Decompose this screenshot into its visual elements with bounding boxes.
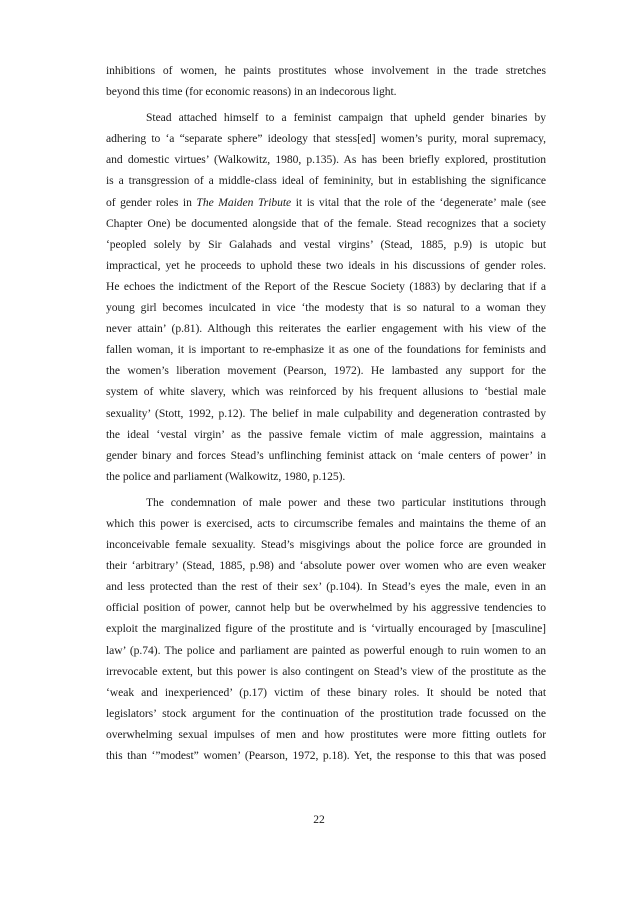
text-line: Stead attached himself to a feminist campaign that upheld gender binaries by <box>146 111 546 125</box>
text-line: never attain’ (p.81). Although this reiterates the earlier engagement with his view of the <box>106 322 546 336</box>
text-line: Chapter One) be documented alongside that of the female. Stead recognizes that a society <box>106 216 546 230</box>
text-line: this than ‘”modest” women’ (Pearson, 1972, p.18). Yet, the response to this that was posed <box>106 749 546 762</box>
text-line: fallen woman, it is important to re-emphasize it as one of the foundations for feminists and <box>106 343 546 357</box>
text-line: exploit the marginalized figure of the prostitute and is ‘virtually encouraged by [masculine] <box>106 622 546 636</box>
text-line: ‘peopled solely by Sir Galahads and vestal virgins’ (Stead, 1885, p.9) is utopic but <box>106 237 546 251</box>
text-line: ‘weak and inexperienced’ (p.17) victim of these binary roles. It should be noted that <box>106 685 546 699</box>
text-line: and less protected than the rest of their sex’ (p.104). In Stead’s eyes the male, even in an <box>106 580 546 594</box>
text-line: and domestic virtues’ (Walkowitz, 1980, p.135). As has been briefly explored, prostitution <box>106 153 546 167</box>
text-line: official position of power, cannot help but be overwhelmed by his aggressive tendencies to <box>106 601 546 615</box>
body-text <box>106 60 546 766</box>
page-number: 22 <box>313 813 325 826</box>
text-line: which this power is exercised, acts to circumscribe females and maintains the theme of an <box>106 516 546 530</box>
text-line: He echoes the indictment of the Report of the Rescue Society (1883) by declaring that if a <box>106 279 546 293</box>
text-line: overwhelming sexual impulses of men and how prostitutes were more fitting outlets for <box>106 727 546 741</box>
text-line: beyond this time (for economic reasons) in an indecorous light. <box>106 85 397 99</box>
text-line: sexuality’ (Stott, 1992, p.12). The belief in male culpability and degeneration contrasted by <box>106 406 546 420</box>
text-line: irrevocable extent, but this power is also contingent on Stead’s view of the prostitute as the <box>106 664 546 678</box>
text-line: their ‘arbitrary’ (Stead, 1885, p.98) and ‘absolute power over women who are even weaker <box>106 559 546 573</box>
text-line: system of white slavery, which was reinforced by his frequent allusions to ‘bestial male <box>106 385 546 399</box>
text-line: the women’s liberation movement (Pearson, 1972). He lambasted any support for the <box>106 364 546 378</box>
text-line: inhibitions of women, he paints prostitutes whose involvement in the trade stretches <box>106 64 546 77</box>
text-line: The condemnation of male power and these two particular institutions through <box>146 495 546 509</box>
paragraph-1 <box>106 60 546 102</box>
paragraph-2 <box>106 107 546 487</box>
text-line: impractical, yet he proceeds to uphold these two ideals in his discussions of gender roles. <box>106 258 546 272</box>
book-title: The Maiden Tribute <box>196 195 292 209</box>
paragraph-3 <box>106 492 546 766</box>
text-line: the police and parliament (Walkowitz, 1980, p.125). <box>106 469 346 483</box>
text-line: legislators’ stock argument for the continuation of the prostitution trade focussed on the <box>106 706 546 720</box>
text-line: adhering to ‘a “separate sphere” ideology that stess[ed] women’s purity, moral supremacy, <box>106 132 546 146</box>
text-line: gender binary and forces Stead’s unflinching feminist attack on ‘male centers of power’ in <box>106 448 546 462</box>
text-line: young girl becomes inculcated in vice ‘the modesty that is so natural to a woman they <box>106 301 546 315</box>
text-line: inconceivable female sexuality. Stead’s misgivings about the police force are grounded in <box>106 538 546 552</box>
text-line: the ideal ‘vestal virgin’ as the passive female victim of male aggression, maintains a <box>106 427 546 441</box>
text-line: is a transgression of a middle-class ideal of femininity, but in establishing the significance <box>106 174 546 188</box>
text-line: law’ (p.74). The police and parliament are painted as powerful enough to ruin women to an <box>106 643 546 657</box>
text-line: of gender roles in The Maiden Tribute it is vital that the role of the ‘degenerate’ male (see <box>106 195 546 209</box>
